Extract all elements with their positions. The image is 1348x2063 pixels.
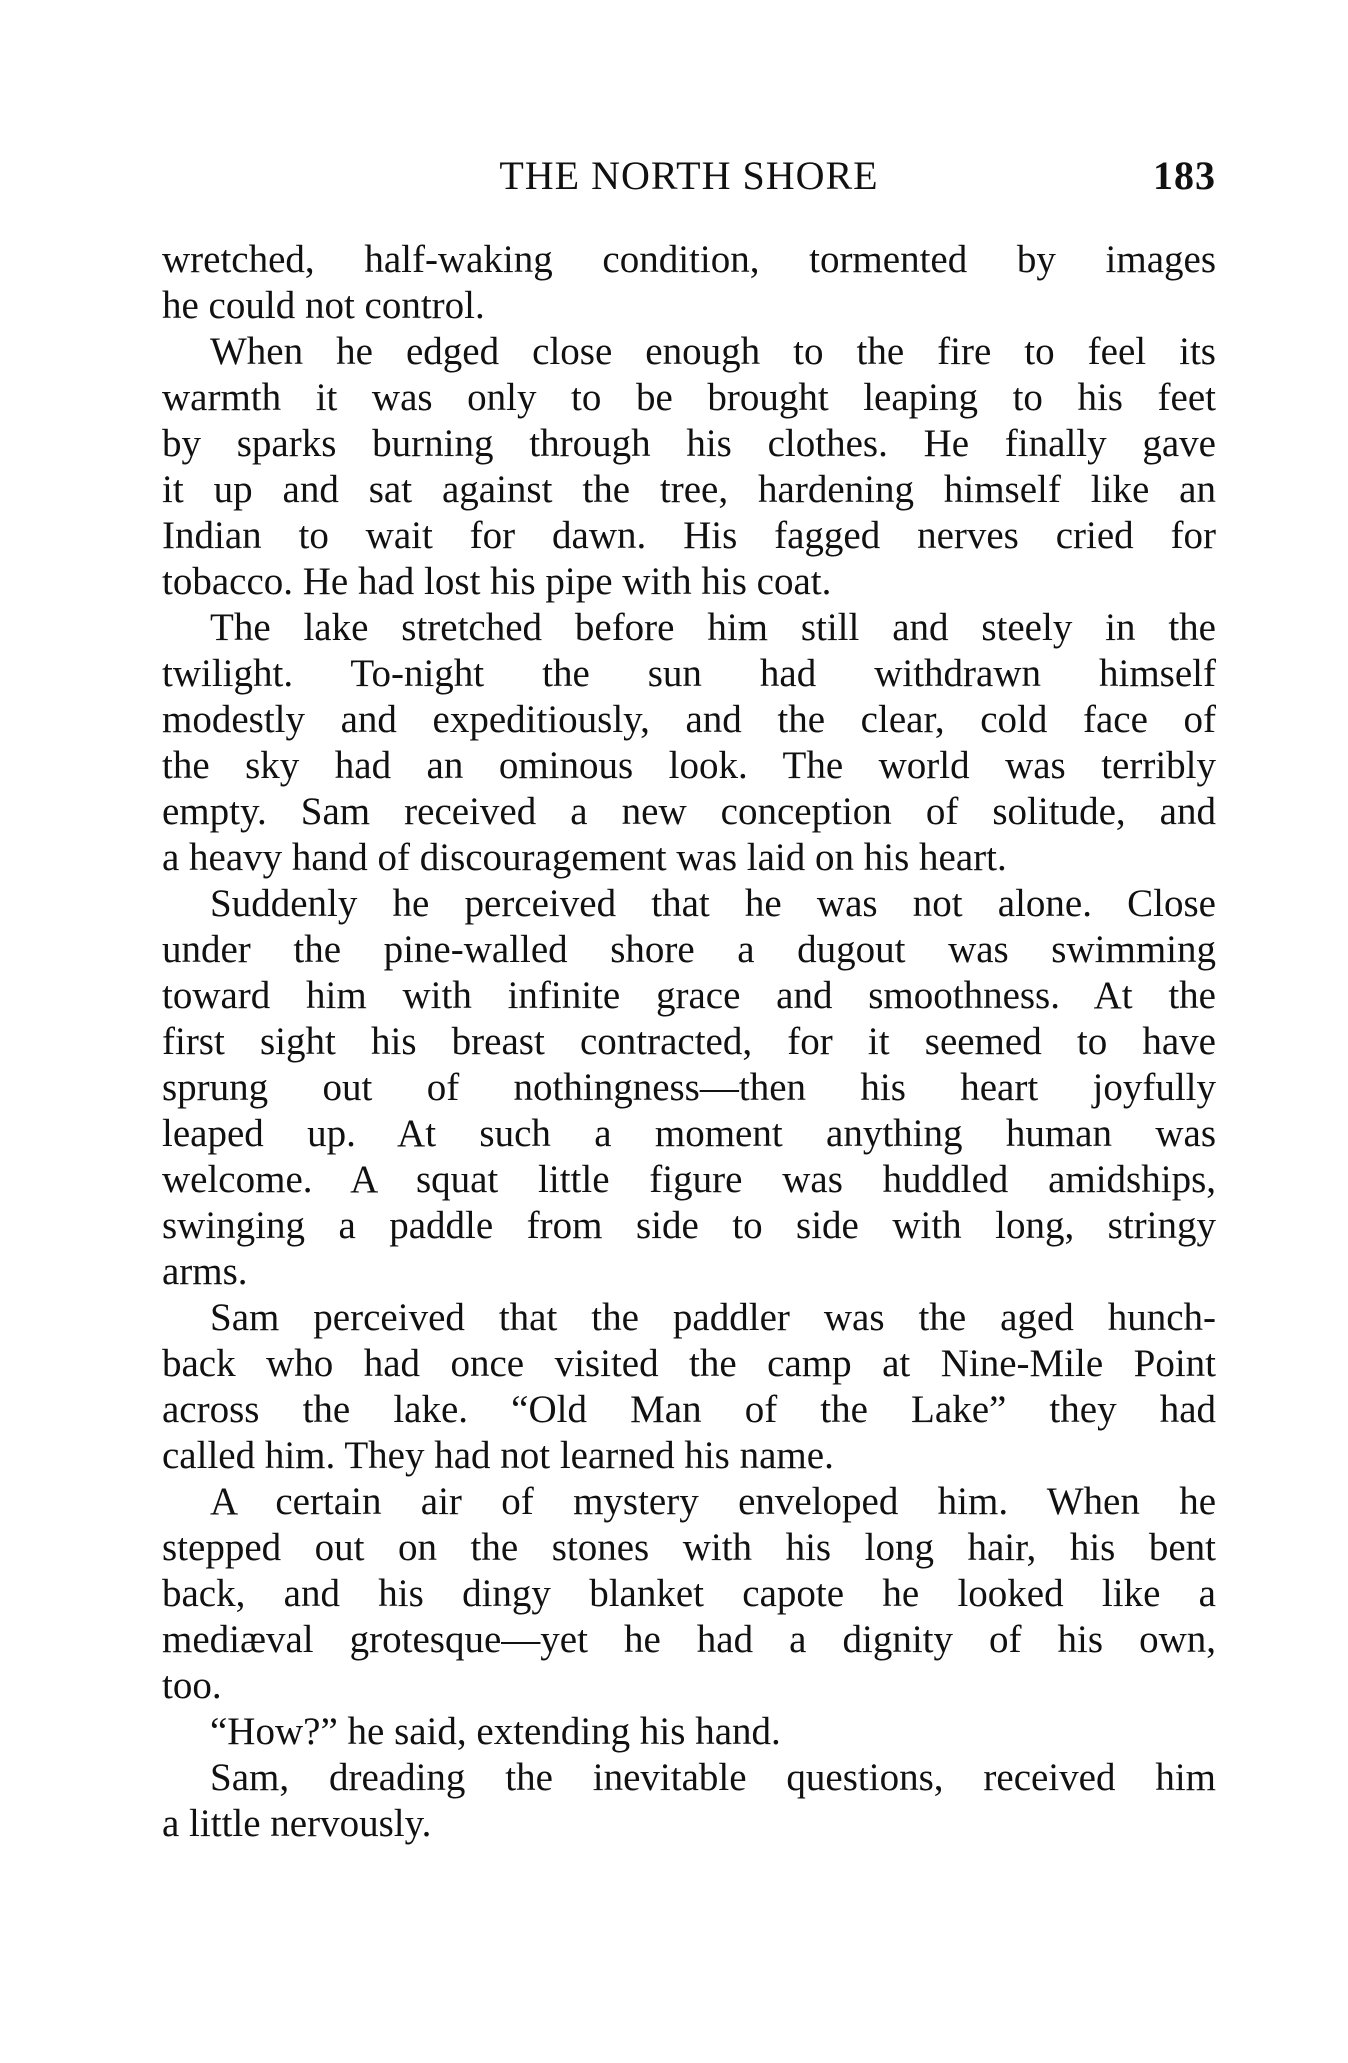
text-line: Indian to wait for dawn. His fagged nerves cried for: [162, 514, 1216, 557]
text-line: called him. They had not learned his name.: [162, 1434, 834, 1477]
paragraph-first-line: A certain air of mystery enveloped him. When he: [210, 1480, 1216, 1523]
text-line: modestly and expeditiously, and the clear, cold face of: [162, 698, 1216, 741]
text-line: the sky had an ominous look. The world was terribly: [162, 744, 1216, 787]
text-line: welcome. A squat little figure was huddled amidships,: [162, 1158, 1216, 1201]
running-title: THE NORTH SHORE: [499, 153, 879, 198]
running-head: [162, 150, 1216, 202]
text-line: stepped out on the stones with his long hair, his bent: [162, 1526, 1216, 1569]
text-line: first sight his breast contracted, for it seemed to have: [162, 1020, 1216, 1063]
text-line: sprung out of nothingness—then his heart joyfully: [162, 1066, 1216, 1109]
text-line: twilight. To-night the sun had withdrawn himself: [162, 652, 1216, 695]
paragraph-first-line: When he edged close enough to the fire to feel its: [210, 330, 1216, 373]
text-line: a heavy hand of discouragement was laid on his heart.: [162, 836, 1007, 879]
text-line: mediæval grotesque—yet he had a dignity of his own,: [162, 1618, 1216, 1661]
text-line: warmth it was only to be brought leaping to his feet: [162, 376, 1216, 419]
text-line: swinging a paddle from side to side with long, stringy: [162, 1204, 1216, 1247]
text-line: a little nervously.: [162, 1802, 432, 1845]
text-line: too.: [162, 1664, 222, 1707]
text-line: toward him with infinite grace and smoothness. At the: [162, 974, 1216, 1017]
paragraph-first-line: Suddenly he perceived that he was not alone. Close: [210, 882, 1216, 925]
paragraph-first-line: Sam perceived that the paddler was the aged hunch-: [210, 1296, 1216, 1339]
text-line: by sparks burning through his clothes. He finally gave: [162, 422, 1216, 465]
page-number: 183: [1153, 153, 1216, 198]
text-line: it up and sat against the tree, hardening himself like an: [162, 468, 1216, 511]
text-line: under the pine-walled shore a dugout was swimming: [162, 928, 1216, 971]
text-line: across the lake. “Old Man of the Lake” they had: [162, 1388, 1216, 1431]
text-line: tobacco. He had lost his pipe with his coat.: [162, 560, 832, 603]
text-line: leaped up. At such a moment anything human was: [162, 1112, 1216, 1155]
text-line: empty. Sam received a new conception of solitude, and: [162, 790, 1216, 833]
text-line: wretched, half-waking condition, tormented by images: [162, 238, 1216, 281]
body-text: [162, 237, 1216, 1847]
text-line: arms.: [162, 1250, 248, 1293]
text-line: back who had once visited the camp at Nine-Mile Point: [162, 1342, 1216, 1385]
paragraph-first-line: Sam, dreading the inevitable questions, received him: [210, 1756, 1216, 1799]
text-line: he could not control.: [162, 284, 485, 327]
paragraph-first-line: “How?” he said, extending his hand.: [210, 1710, 781, 1753]
text-line: back, and his dingy blanket capote he looked like a: [162, 1572, 1216, 1615]
paragraph-first-line: The lake stretched before him still and steely in the: [210, 606, 1216, 649]
